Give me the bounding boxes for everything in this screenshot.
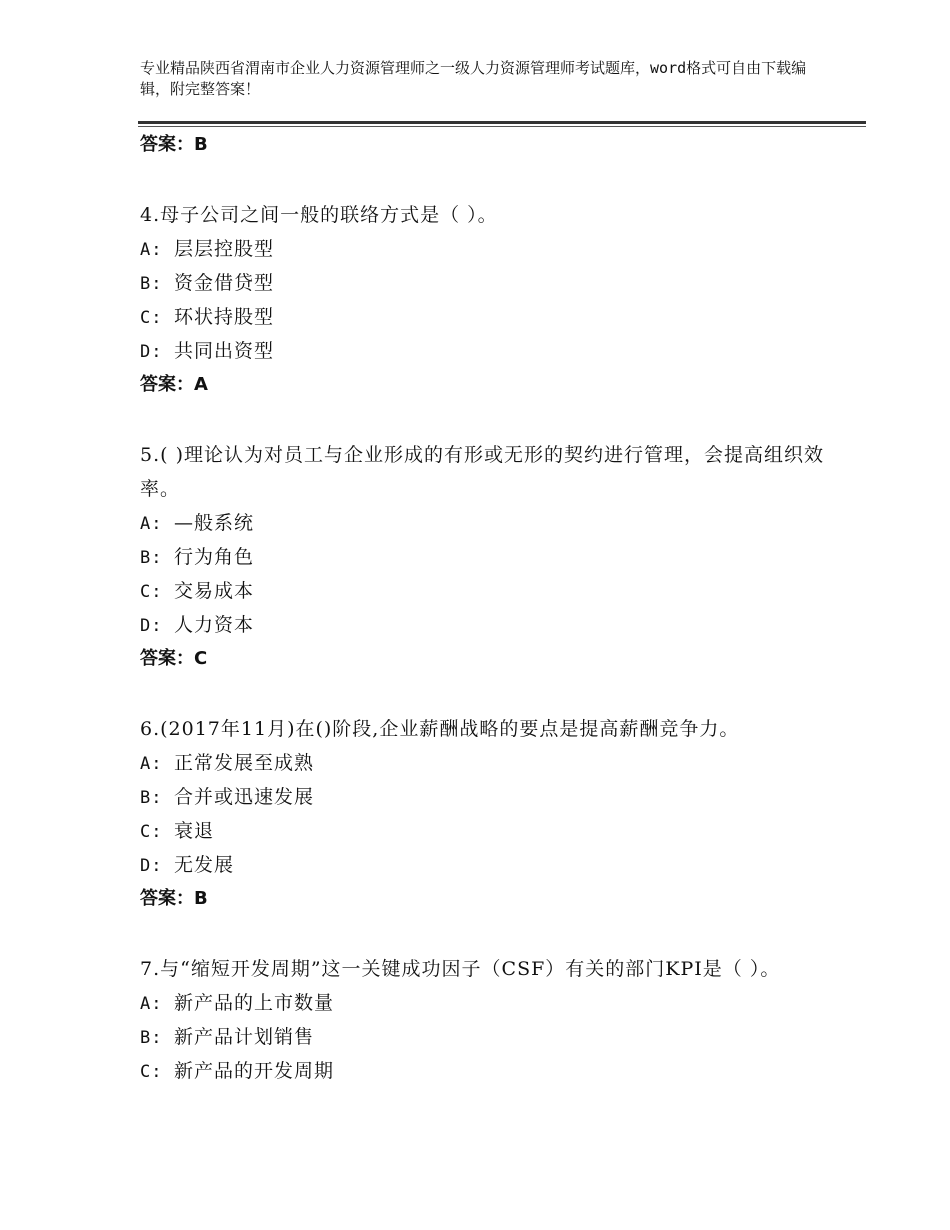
option-key: C: (140, 582, 163, 602)
answer-label: 答案： (140, 888, 194, 909)
option-c (140, 300, 840, 334)
option-a (140, 232, 840, 266)
option-c (140, 574, 840, 608)
answer-line (140, 128, 840, 162)
question-text: 4.母子公司之间一般的联络方式是（ ）。 (140, 204, 498, 226)
option-b (140, 1020, 840, 1054)
option-text: 层层控股型 (174, 238, 275, 260)
answer-line (140, 368, 840, 402)
option-a (140, 746, 840, 780)
option-text: 新产品的开发周期 (174, 1060, 335, 1082)
option-text: 共同出资型 (174, 340, 275, 362)
header-rule-thin (138, 126, 866, 127)
option-b (140, 780, 840, 814)
question-7 (140, 952, 840, 1088)
option-text: 无发展 (174, 854, 235, 876)
document-body (140, 128, 840, 1088)
question-6 (140, 712, 840, 916)
answer-label: 答案： (140, 374, 194, 395)
option-key: A: (140, 514, 163, 534)
option-key: B: (140, 548, 163, 568)
option-text: 正常发展至成熟 (174, 752, 315, 774)
option-c (140, 814, 840, 848)
option-d (140, 848, 840, 882)
answer-line (140, 642, 840, 676)
option-key: B: (140, 274, 163, 294)
answer-value: A (194, 374, 208, 395)
option-text: 衰退 (174, 820, 215, 842)
option-text: 行为角色 (174, 546, 255, 568)
option-key: C: (140, 308, 163, 328)
option-text: 合并或迅速发展 (174, 786, 315, 808)
option-a (140, 506, 840, 540)
option-text: —般系统 (174, 512, 255, 534)
option-key: D: (140, 342, 163, 362)
question-5 (140, 438, 840, 676)
answer-line (140, 882, 840, 916)
option-d (140, 608, 840, 642)
option-key: B: (140, 1028, 163, 1048)
option-b (140, 540, 840, 574)
question-text: 7.与“缩短开发周期”这一关键成功因子（CSF）有关的部门KPI是（ ）。 (140, 958, 781, 980)
answer-value: B (194, 888, 208, 909)
answer-value: B (194, 134, 208, 155)
option-key: A: (140, 994, 163, 1014)
option-key: A: (140, 754, 163, 774)
answer-label: 答案： (140, 134, 194, 155)
option-b (140, 266, 840, 300)
option-d (140, 334, 840, 368)
option-key: D: (140, 616, 163, 636)
option-key: C: (140, 1062, 163, 1082)
header-rule (138, 121, 866, 124)
page-header (140, 58, 830, 100)
answer-label: 答案： (140, 648, 194, 669)
option-text: 环状持股型 (174, 306, 275, 328)
option-c (140, 1054, 840, 1088)
answer-value: C (194, 648, 208, 669)
question-4 (140, 198, 840, 402)
option-text: 交易成本 (174, 580, 255, 602)
option-text: 人力资本 (174, 614, 255, 636)
option-key: B: (140, 788, 163, 808)
question-text: 5.( )理论认为对员工与企业形成的有形或无形的契约进行管理，会提高组织效率。 (140, 444, 824, 500)
option-text: 新产品的上市数量 (174, 992, 335, 1014)
option-key: A: (140, 240, 163, 260)
option-a (140, 986, 840, 1020)
question-text: 6.(2017年11月)在()阶段,企业薪酬战略的要点是提高薪酬竞争力。 (140, 718, 740, 740)
option-text: 新产品计划销售 (174, 1026, 315, 1048)
option-key: D: (140, 856, 163, 876)
header-title: 专业精品陕西省渭南市企业人力资源管理师之一级人力资源管理师考试题库，word格式可自由下载编辑，附完整答案！ (140, 59, 807, 98)
option-text: 资金借贷型 (174, 272, 275, 294)
option-key: C: (140, 822, 163, 842)
